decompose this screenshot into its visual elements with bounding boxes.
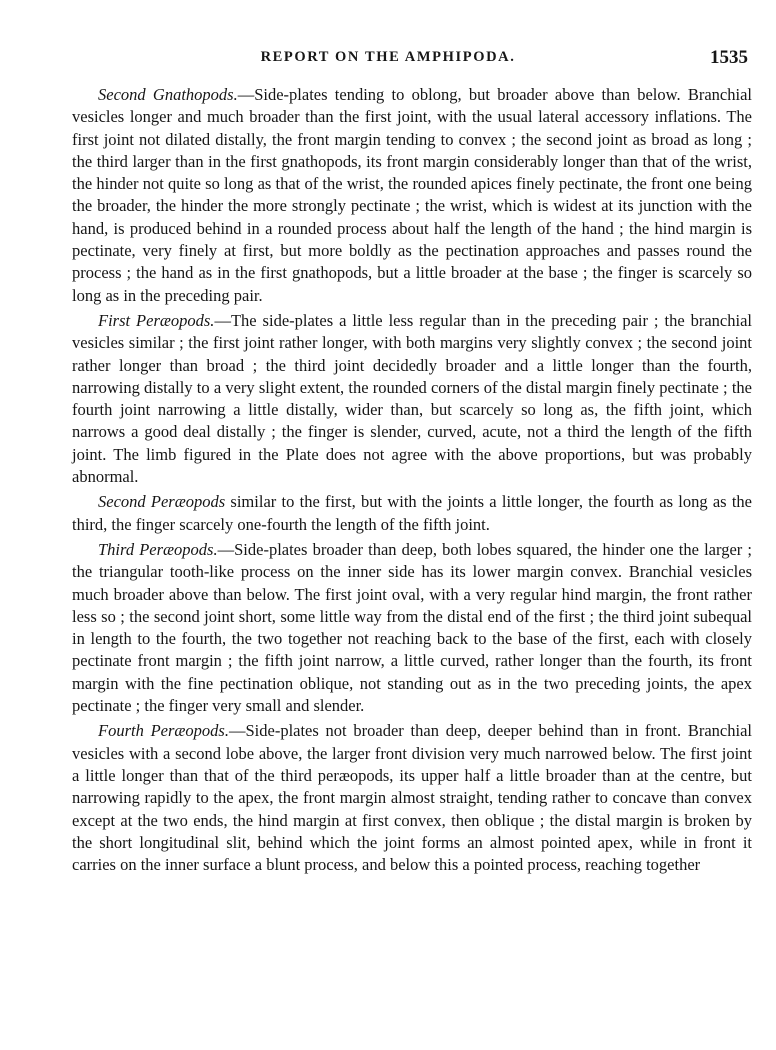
paragraph-second-peraeopods bbox=[72, 491, 752, 536]
paragraph-third-peraeopods bbox=[72, 539, 752, 717]
paragraph-heading: First Peræopods. bbox=[98, 310, 215, 330]
paragraph-text: —Side-plates not broader than deep, deeper behind than in front. Branchial vesicles with a second lobe above, the larger front division very much narrowed below. The first joint a little longer than that of the third peræopods, its upper half a little broader than at the centre, but narrowing rapidly to the apex, the front margin almost straight, tending rather to concave than convex except at the two ends, the hind margin at first convex, then oblique ; the distal margin is broken by the short longitudinal slit, behind which the joint forms an almost pointed apex, while in front it carries on the inner surface a blunt process, and below this a pointed process, reaching together bbox=[72, 721, 753, 875]
body-text bbox=[72, 84, 752, 876]
paragraph-heading: Second Gnathopods. bbox=[98, 85, 238, 104]
paragraph-heading: Third Peræopods. bbox=[98, 539, 218, 559]
paragraph-text: —Side-plates tending to oblong, but broader above than below. Branchial vesicles longer and much broader than the first joint, with the usual lateral accessory inflations. The first joint not dilated distally, the front margin tending to convex ; the second joint as broad as long ; the third larger than in the first gnathopods, its front margin considerably longer than that of the wrist, the hinder not quite so long as that of the wrist, the rounded apices finely pectinate, the front one being the broader, the hinder the more strongly pectinate ; the wrist, which is widest at its junction with the hand, is produced behind in a rounded process about half the length of the hand ; the hind margin is pectinate, very finely at first, but more boldly as the pectination approaches and passes round the process ; the hand as in the first gnathopods, but a little broader at the base ; the finger is scarcely so long as in the preceding pair. bbox=[72, 85, 752, 305]
paragraph-second-gnathopods bbox=[72, 84, 752, 307]
running-head bbox=[0, 49, 776, 73]
paragraph-heading: Second Peræopods bbox=[98, 492, 226, 512]
paragraph-text: —Side-plates broader than deep, both lobes squared, the hinder one the larger ; the triangular tooth-like process on the inner side has its lower margin convex. Branchial vesicles much broader above than below. The first joint oval, with a very regular hind margin, the front rather less so ; the second joint short, some little way from the distal end of the first ; the third joint subequal in length to the fourth, the two together not reaching back to the base of the first, each with closely pectinate front margin ; the fifth joint narrow, a little curved, rather longer than the fourth, its front margin with the fine pectination oblique, not standing out as in the two preceding joints, the apex pectinate ; the finger very small and slender. bbox=[72, 539, 752, 716]
paragraph-first-peraeopods bbox=[72, 310, 752, 488]
running-title: REPORT ON THE AMPHIPODA. bbox=[260, 49, 516, 65]
paragraph-text: —The side-plates a little less regular than in the preceding pair ; the branchial vesicles similar ; the first joint rather longer, with both margins very slightly convex ; the second joint rather longer than broad ; the third joint decidedly broader and a little longer than the fourth, narrowing distally to a very slight extent, the rounded corners of the distal margin finely pectinate ; the fourth joint narrowing a little distally, wider than, but scarcely so long as, the fifth joint, which narrows a good deal distally ; the finger is slender, curved, acute, not a third the length of the fifth joint. The limb figured in the Plate does not agree with the above proportions, but was probably abnormal. bbox=[72, 310, 752, 487]
page-number: 1535 bbox=[710, 47, 748, 68]
paragraph-text: similar to the first, but with the joints a little longer, the fourth as long as the third, the finger scarcely one-fourth the length of the fifth joint. bbox=[72, 492, 753, 534]
paragraph-fourth-peraeopods bbox=[72, 720, 752, 876]
paragraph-heading: Fourth Peræopods. bbox=[98, 721, 229, 741]
